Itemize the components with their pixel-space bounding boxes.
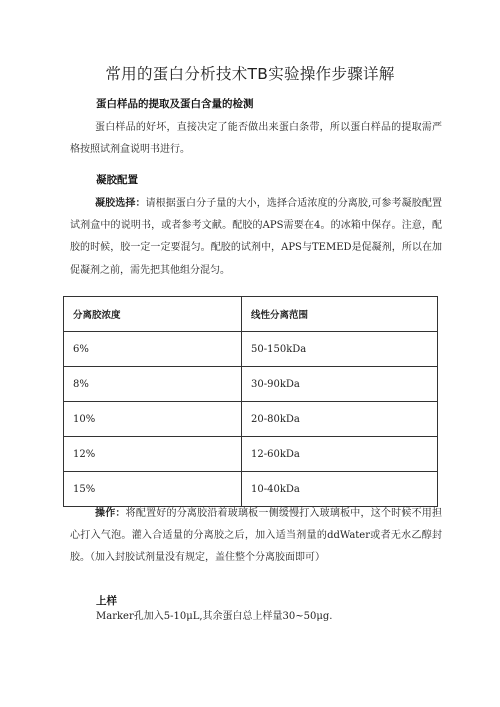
cell-concentration: 6%	[64, 332, 242, 367]
operation-text: 将配置好的分离胶沿着玻璃板一侧缓慢打入玻璃板中，这个时候不用担心打入气泡。灌入合适量的分离胶之后，加入适当剂量的ddWater或者无水乙醇封胶。（加入封胶试剂量没有规定，盖住整个分离胶面即可）	[70, 508, 443, 564]
page-title: 常用的蛋白分析技术TB实验操作步骤详解	[105, 65, 395, 83]
paragraph-extraction: 蛋白样品的好坏，直接决定了能否做出来蛋白条带，所以蛋白样品的提取需严格按照试剂盒说明书进行。	[70, 122, 442, 156]
cell-range: 12-60kDa	[242, 437, 438, 472]
table-row	[64, 437, 438, 472]
paragraph-gel-selection	[70, 193, 442, 282]
heading-gel-config: 凝胶配置	[96, 174, 138, 186]
cell-range: 20-80kDa	[242, 402, 438, 437]
cell-range: 30-90kDa	[242, 367, 438, 402]
cell-concentration: 8%	[64, 367, 242, 402]
cell-concentration: 12%	[64, 437, 242, 472]
header-concentration: 分离胶浓度	[64, 297, 242, 332]
cell-range: 10-40kDa	[242, 472, 438, 507]
header-range: 线性分离范围	[242, 297, 438, 332]
heading-extraction: 蛋白样品的提取及蛋白含量的检测	[96, 98, 254, 110]
cell-range: 50-150kDa	[242, 332, 438, 367]
gel-selection-text: 请根据蛋白分子量的大小，选择合适浓度的分离胶,可参考凝胶配置试剂盒中的说明书，或者参考文献。配胶的APS需要在4。的冰箱中保存。注意，配胶的时候，胶一定一定要混匀。配胶的试剂中，APS与TEMED是促凝剂，所以在加促凝剂之前，需先把其他组分混匀。	[70, 198, 442, 276]
table-header-row	[64, 297, 438, 332]
paragraph-loading: Marker孔加入5-10μL,其余蛋白总上样量30~50μg.	[96, 611, 333, 622]
heading-loading: 上样	[96, 595, 117, 607]
table-row	[64, 472, 438, 507]
table-row	[64, 332, 438, 367]
gel-concentration-table	[63, 296, 438, 507]
cell-concentration: 10%	[64, 402, 242, 437]
operation-label: 操作：	[95, 508, 126, 519]
table-row	[64, 367, 438, 402]
paragraph-operation	[70, 503, 442, 570]
table-row	[64, 402, 438, 437]
cell-concentration: 15%	[64, 472, 242, 507]
gel-selection-label: 凝胶选择：	[95, 198, 146, 209]
